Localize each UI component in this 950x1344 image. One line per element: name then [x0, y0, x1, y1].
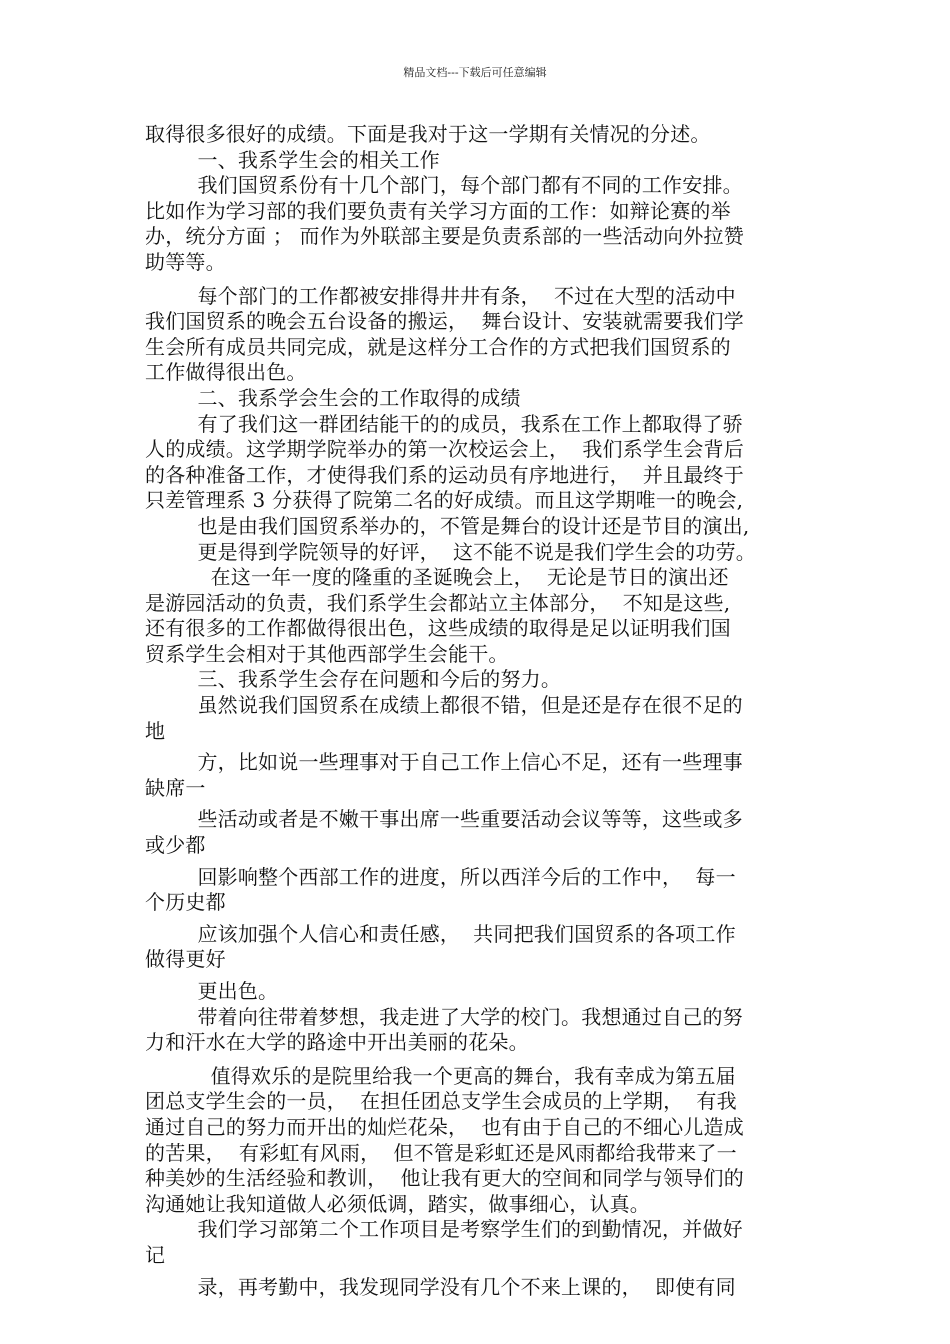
text-line: 也是由我们国贸系举办的，不管是舞台的设计还是节目的演出,	[145, 513, 750, 538]
section-heading: 二、我系学会生会的工作取得的成绩	[145, 385, 521, 410]
text-line: 助等等。	[145, 249, 226, 274]
text-line: 办，统分方面 ； 而作为外联部主要是负责系部的一些活动向外拉赞	[145, 224, 744, 249]
text-line: 录，再考勤中，我发现同学没有几个不来上课的， 即使有同	[145, 1274, 736, 1299]
text-line: 做得更好	[145, 947, 226, 972]
text-line: 更是得到学院领导的好评， 这不能不说是我们学生会的功劳。	[145, 539, 756, 564]
text-line: 我们国贸系的晚会五台设备的搬运， 舞台设计、安装就需要我们学	[145, 309, 744, 334]
text-line: 方，比如说一些理事对于自己工作上信心不足，还有一些理事	[145, 750, 743, 775]
text-line: 还有很多的工作都做得很出色，这些成绩的取得是足以证明我们国	[145, 616, 731, 641]
text-line: 些活动或者是不嫩干事出席一些重要活动会议等等，这些或多	[145, 807, 743, 832]
text-line: 记	[145, 1242, 166, 1267]
text-line: 虽然说我们国贸系在成绩上都很不错，但是还是存在很不足的	[145, 693, 743, 718]
text-line: 我们学习部第二个工作项目是考察学生们的到勤情况，并做好	[145, 1217, 743, 1242]
text-line: 在这一年一度的隆重的圣诞晚会上， 无论是节日的演出还	[145, 565, 729, 590]
text-line: 缺席一	[145, 775, 206, 800]
text-line: 或少都	[145, 833, 206, 858]
section-heading: 一、我系学生会的相关工作	[145, 147, 440, 172]
text-line: 的苦果， 有彩虹有风雨， 但不管是彩虹还是风雨都给我带来了一	[145, 1140, 737, 1165]
text-line: 人的成绩。这学期学院举办的第一次校运会上， 我们系学生会背后	[145, 437, 744, 462]
text-line: 比如作为学习部的我们要负责有关学习方面的工作：如辩论赛的举	[145, 198, 731, 223]
text-line: 带着向往带着梦想，我走进了大学的校门。我想通过自己的努	[145, 1004, 743, 1029]
text-line: 种美妙的生活经验和教训， 他让我有更大的空间和同学与领导们的	[145, 1166, 744, 1191]
document-body	[145, 122, 811, 1300]
text-line: 个历史都	[145, 890, 226, 915]
text-line: 回影响整个西部工作的进度，所以西洋今后的工作中， 每一	[145, 864, 736, 889]
text-line: 沟通她让我知道做人必须低调，踏实，做事细心，认真。	[145, 1191, 650, 1216]
page-header: 精品文档---下载后可任意编辑	[403, 66, 547, 79]
text-line: 只差管理系 3 分获得了院第二名的好成绩。而且这学期唯一的晚会,	[145, 488, 744, 513]
text-line: 工作做得很出色。	[145, 360, 307, 385]
text-line: 力和汗水在大学的路途中开出美丽的花朵。	[145, 1030, 529, 1055]
text-line: 团总支学生会的一员， 在担任团总支学生会成员的上学期， 有我	[145, 1089, 737, 1114]
text-line: 更出色。	[145, 979, 279, 1003]
section-heading: 三、我系学生会存在问题和今后的努力。	[145, 667, 562, 692]
text-line: 是游园活动的负责，我们系学生会都站立主体部分， 不知是这些,	[145, 590, 731, 615]
text-line: 的各种准备工作，才使得我们系的运动员有序地进行， 并且最终于	[145, 462, 744, 487]
text-line: 贸系学生会相对于其他西部学生会能干。	[145, 641, 509, 666]
text-line: 地	[145, 718, 166, 743]
text-line: 生会所有成员共同完成，就是这样分工合作的方式把我们国贸系的	[145, 334, 731, 359]
text-line: 通过自己的努力而开出的灿烂花朵， 也有由于自己的不细心儿造成	[145, 1114, 744, 1139]
text-line: 取得很多很好的成绩。下面是我对于这一学期有关情况的分述。	[145, 122, 711, 146]
text-line: 应该加强个人信心和责任感， 共同把我们国贸系的各项工作	[145, 921, 736, 946]
text-line: 每个部门的工作都被安排得井井有条， 不过在大型的活动中	[145, 283, 736, 308]
text-line: 值得欢乐的是院里给我一个更高的舞台，我有幸成为第五届	[145, 1063, 736, 1088]
text-line: 有了我们这一群团结能干的的成员，我系在工作上都取得了骄	[145, 411, 743, 436]
text-line: 我们国贸系份有十几个部门，每个部门都有不同的工作安排。	[145, 173, 743, 198]
